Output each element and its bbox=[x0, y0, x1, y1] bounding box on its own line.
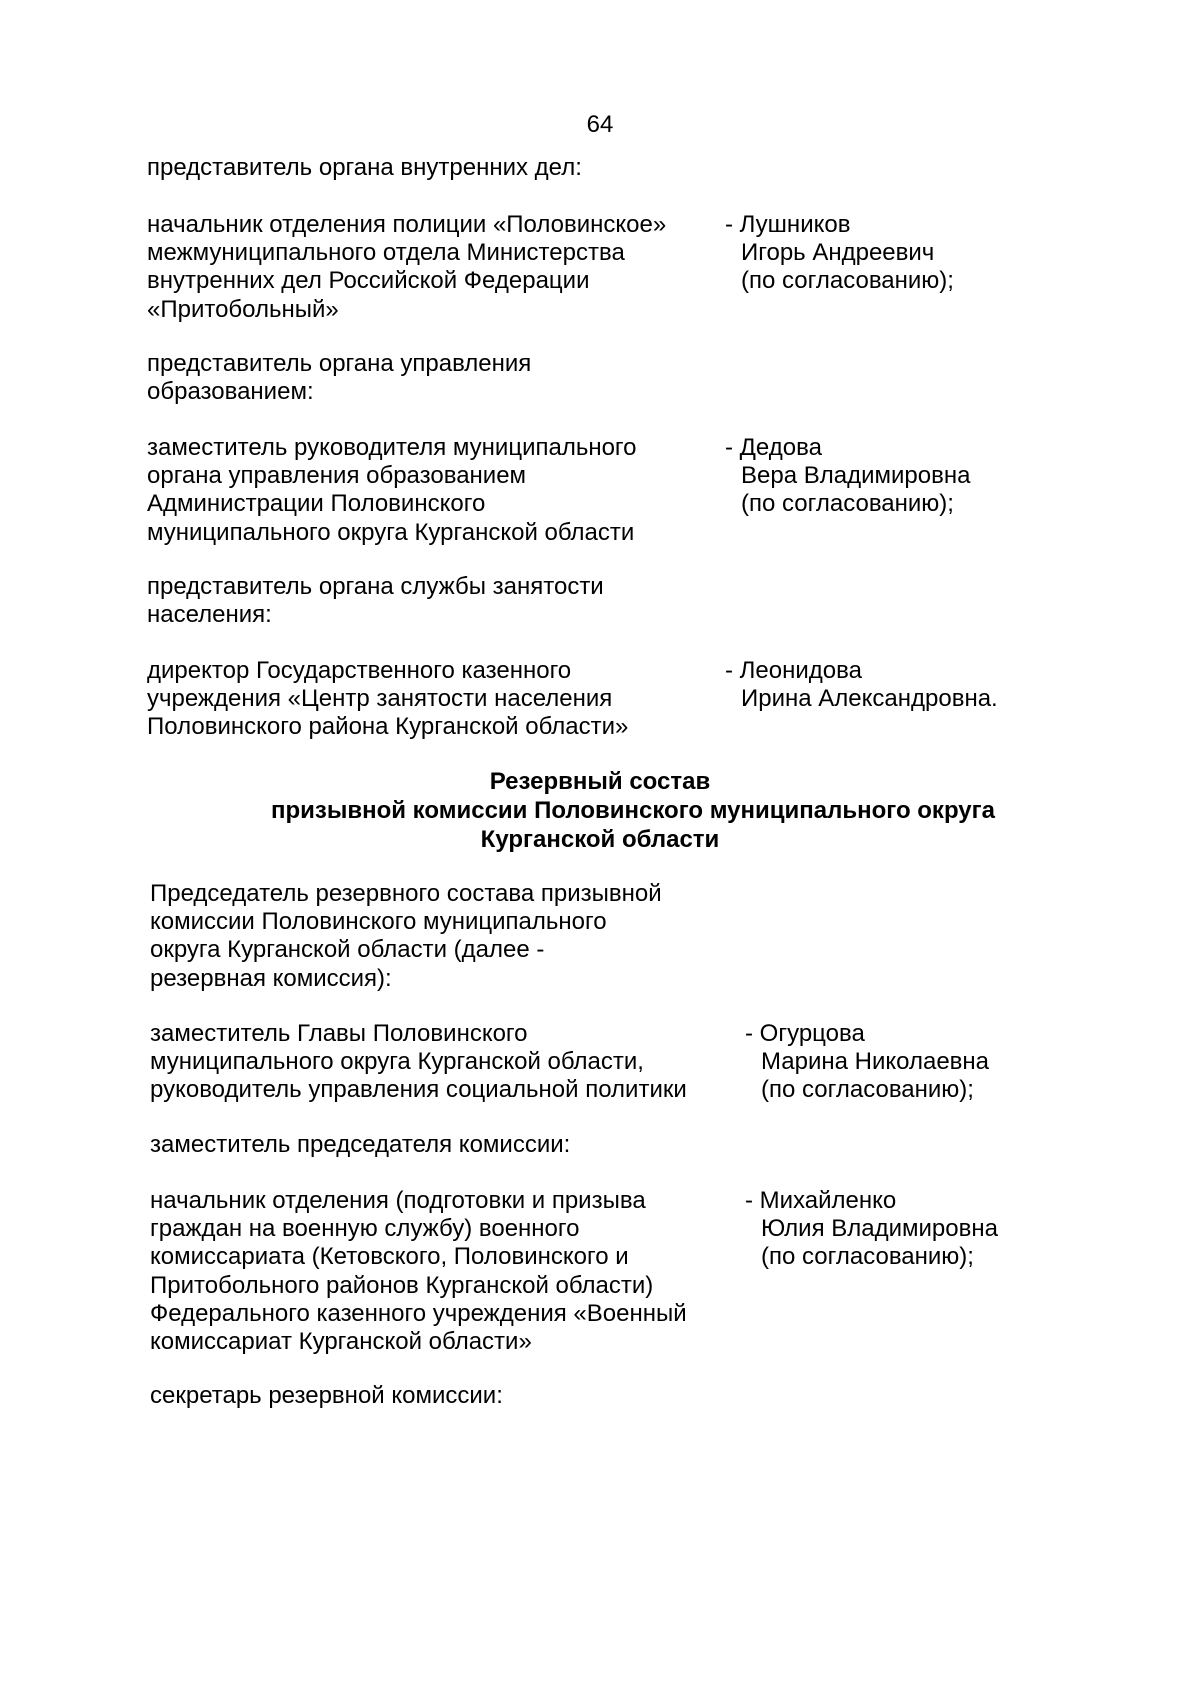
header-line: Председатель резервного состава призывной bbox=[150, 880, 662, 907]
employment-role bbox=[147, 657, 628, 742]
header-line: образованием: bbox=[147, 378, 314, 406]
person-name: - Дедова bbox=[725, 434, 822, 461]
police-role bbox=[147, 211, 666, 324]
reserve-title-line-2: призывной комиссии Половинского муниципального округа bbox=[271, 797, 995, 824]
police-person bbox=[725, 211, 954, 296]
role-line: руководитель управления социальной политики bbox=[150, 1076, 687, 1104]
education-header bbox=[147, 350, 531, 406]
employment-header bbox=[147, 573, 604, 629]
person-name: - Леонидова bbox=[725, 657, 862, 684]
chair-header bbox=[150, 880, 662, 993]
role-line: заместитель руководителя муниципального bbox=[147, 434, 637, 461]
education-person bbox=[725, 434, 970, 519]
person-name: - Лушников bbox=[725, 211, 851, 238]
reserve-title-line-3: Курганской области bbox=[480, 826, 720, 853]
person-name: - Михайленко bbox=[745, 1187, 897, 1214]
person-name: Игорь Андреевич bbox=[741, 239, 935, 267]
person-note: (по согласованию); bbox=[761, 1243, 974, 1271]
header-line: резервная комиссия): bbox=[150, 964, 392, 992]
employment-person bbox=[725, 657, 998, 713]
reserve-title-line-1: Резервный состав bbox=[489, 768, 711, 795]
role-line: граждан на военную службу) военного bbox=[150, 1215, 580, 1243]
role-line: Администрации Половинского bbox=[147, 490, 486, 518]
role-line: комиссариат Курганской области» bbox=[150, 1328, 532, 1356]
role-line: комиссариата (Кетовского, Половинского и bbox=[150, 1243, 629, 1271]
person-name: Марина Николаевна bbox=[761, 1048, 990, 1076]
deputy-person bbox=[745, 1187, 998, 1272]
secretary-header bbox=[150, 1382, 503, 1410]
role-line: «Притобольный» bbox=[147, 295, 339, 323]
page-number: 64 bbox=[586, 111, 614, 138]
deputy-header bbox=[150, 1131, 570, 1159]
role-line: межмуниципального отдела Министерства bbox=[147, 239, 625, 267]
person-name: Юлия Владимировна bbox=[761, 1215, 998, 1243]
role-line: Федерального казенного учреждения «Военный bbox=[150, 1299, 687, 1327]
role-line: начальник отделения (подготовки и призыва bbox=[150, 1187, 646, 1214]
chair-person bbox=[745, 1020, 989, 1105]
header-line: комиссии Половинского муниципального bbox=[150, 908, 607, 936]
interior-header bbox=[147, 154, 582, 182]
person-name: Ирина Александровна. bbox=[741, 685, 998, 713]
header-line: населения: bbox=[147, 601, 272, 629]
person-name: Вера Владимировна bbox=[741, 462, 971, 490]
education-role bbox=[147, 434, 637, 547]
role-line: учреждения «Центр занятости населения bbox=[147, 685, 613, 713]
deputy-role bbox=[150, 1187, 687, 1356]
person-note: (по согласованию); bbox=[741, 490, 954, 518]
role-line: заместитель Главы Половинского bbox=[150, 1020, 528, 1047]
person-note: (по согласованию); bbox=[761, 1076, 974, 1104]
header-line: представитель органа внутренних дел: bbox=[147, 154, 582, 181]
header-line: заместитель председателя комиссии: bbox=[150, 1131, 571, 1158]
person-name: - Огурцова bbox=[745, 1020, 865, 1047]
role-line: Притобольного районов Курганской области) bbox=[150, 1271, 654, 1299]
role-line: внутренних дел Российской Федерации bbox=[147, 267, 590, 295]
header-line: округа Курганской области (далее - bbox=[150, 936, 545, 964]
person-note: (по согласованию); bbox=[741, 267, 954, 295]
role-line: начальник отделения полиции «Половинское» bbox=[147, 211, 667, 238]
role-line: органа управления образованием bbox=[147, 462, 527, 490]
header-line: представитель органа службы занятости bbox=[147, 573, 604, 600]
role-line: муниципального округа Курганской области bbox=[147, 518, 635, 546]
header-line: секретарь резервной комиссии: bbox=[150, 1382, 503, 1409]
header-line: представитель органа управления bbox=[147, 350, 532, 377]
role-line: муниципального округа Курганской области, bbox=[150, 1048, 644, 1076]
chair-role bbox=[150, 1020, 687, 1105]
role-line: Половинского района Курганской области» bbox=[147, 713, 629, 741]
role-line: директор Государственного казенного bbox=[147, 657, 572, 684]
